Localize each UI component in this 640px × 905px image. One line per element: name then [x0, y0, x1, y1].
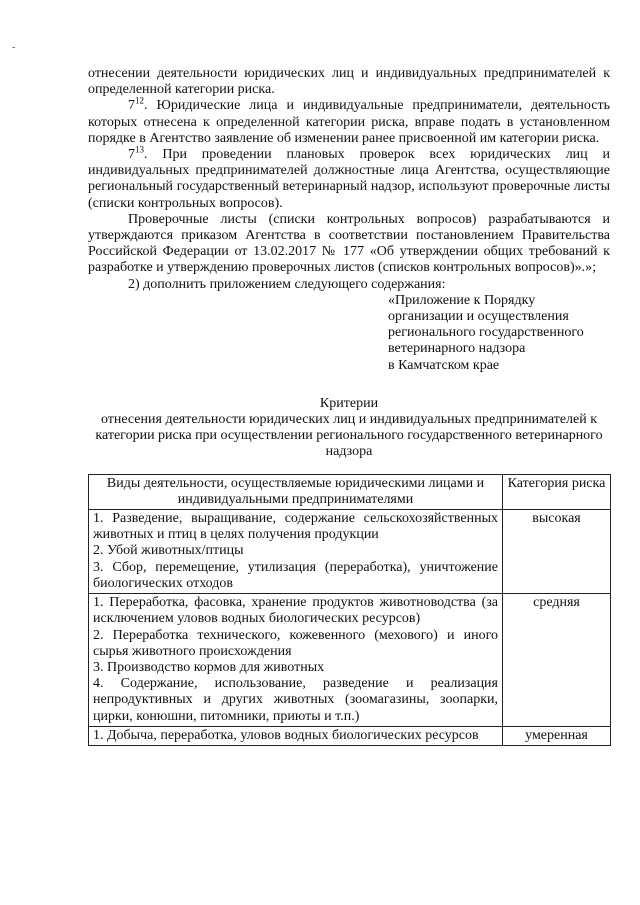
header-category: Категория риска: [503, 474, 611, 509]
table-header-row: [89, 474, 611, 509]
activity-item: 3. Сбор, перемещение, утилизация (переработка), уничтожение биологических отходов: [93, 559, 498, 591]
activity-cell: [89, 726, 503, 745]
category-cell: умеренная: [503, 726, 611, 745]
activity-cell: [89, 510, 503, 594]
appendix-line: регионального государственного: [388, 325, 584, 341]
activity-item: 1. Разведение, выращивание, содержание сельскохозяйственных животных и птиц в целях получения продукции: [93, 511, 498, 543]
criteria-title: Критерии: [319, 395, 379, 411]
activity-item: 2. Переработка технического, кожевенного (мехового) и иного сырья животного происхождения: [93, 627, 498, 659]
activity-item: 1. Переработка, фасовка, хранение продуктов животноводства (за исключением уловов водных биологических ресурсов): [93, 595, 498, 627]
appendix-line: в Камчатском крае: [388, 357, 500, 373]
category-cell: высокая: [503, 510, 611, 594]
risk-criteria-table: [88, 474, 611, 746]
appendix-line: «Приложение к Порядку: [388, 292, 536, 308]
paragraph-7-13: [88, 144, 610, 212]
clause-superscript: 13: [135, 144, 144, 155]
appendix-line: ветеринарного надзора: [388, 341, 526, 357]
paragraph-checklists: Проверочные листы (списки контрольных вопросов) разрабатываются и утверждаются приказом Агентства в соответствии постановлением Правительства Российской Федерации от 13.02.2017 № 177 «Об утверждении общих требований к разработке и утверждению проверочных листов (списков контрольных вопросов)».»;: [88, 211, 610, 276]
appendix-line: организации и осуществления: [388, 309, 569, 325]
activity-cell: [89, 594, 503, 727]
paragraph-7-12: [88, 95, 610, 147]
document-body: [88, 66, 610, 746]
activity-item: 2. Убой животных/птицы: [93, 543, 244, 559]
activity-item: 3. Производство кормов для животных: [93, 659, 325, 675]
table-row: [89, 726, 611, 745]
paragraph-continuation: отнесении деятельности юридических лиц и индивидуальных предпринимателей к определенной категории риска.: [88, 66, 610, 98]
appendix-heading: [388, 293, 610, 374]
clause-number: 7: [128, 98, 135, 114]
clause-number: 7: [128, 147, 135, 163]
header-activity: Виды деятельности, осуществляемые юридическими лицами и индивидуальными предпринимателями: [89, 474, 503, 509]
clause-superscript: 12: [135, 95, 144, 106]
category-cell: средняя: [503, 594, 611, 727]
criteria-subtitle: отнесения деятельности юридических лиц и индивидуальных предпринимателей к категории риска при осуществлении регионального государственного ветеринарного надзора: [95, 412, 603, 460]
activity-item: 4. Содержание, использование, разведение и реализация непродуктивных и других животных (зоомагазины, зоопарки, цирки, конюшни, питомники, приюты и т.п.): [93, 676, 498, 724]
activity-item: 1. Добыча, переработка, уловов водных биологических ресурсов: [93, 727, 479, 743]
paragraph-amendment: 2) дополнить приложением следующего содержания:: [128, 276, 446, 292]
corner-mark: -: [12, 42, 16, 53]
table-row: [89, 594, 611, 727]
table-row: [89, 510, 611, 594]
clause-text: . Юридические лица и индивидуальные предприниматели, деятельность которых отнесена к определенной категории риска, вправе подать в установленном порядке в Агентство заявление об изменении ранее присвоенной им категории риска.: [88, 98, 610, 146]
clause-text: . При проведении плановых проверок всех юридических лиц и индивидуальных предпринимателей должностные лица Агентства, осуществляющие региональный государственный ветеринарный надзор, используют проверочные листы (списки контрольных вопросов).: [88, 147, 610, 211]
